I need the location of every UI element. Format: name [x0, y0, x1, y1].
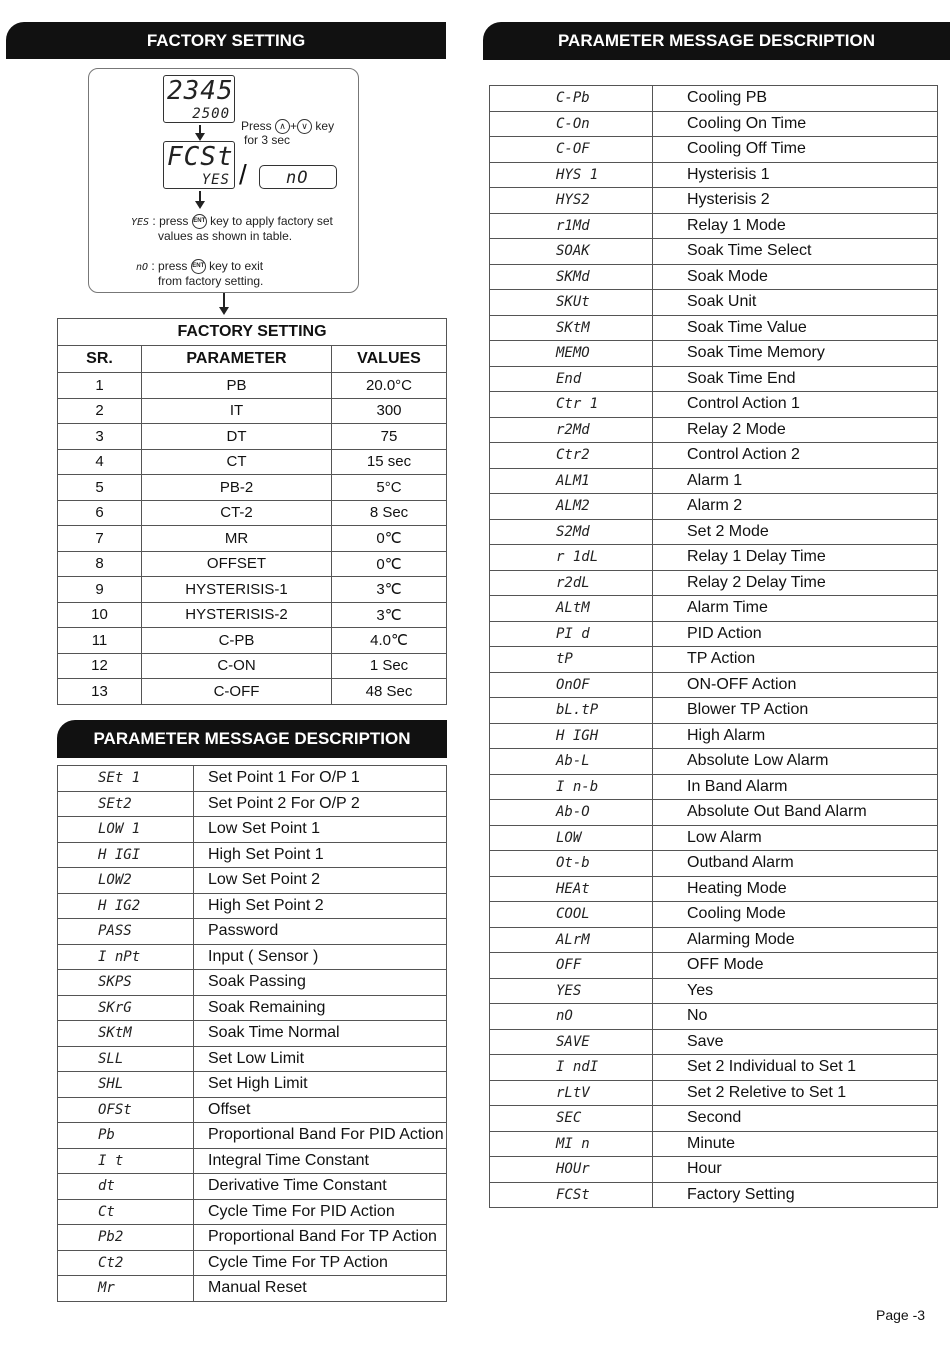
param-code: I nPt: [58, 944, 194, 970]
down-key-icon: ∨: [297, 119, 312, 134]
lcd1-top-value: 2345: [167, 76, 234, 106]
table-row: [58, 449, 447, 475]
param-description: High Set Point 2: [194, 893, 447, 919]
lcd-display-1: [163, 75, 235, 123]
table-row: [58, 373, 447, 399]
param-code: MEMO: [490, 341, 653, 367]
param-description-table-left: [57, 765, 447, 1302]
param-code: Ct2: [58, 1250, 194, 1276]
param-code: I n-b: [490, 774, 653, 800]
param-code: SOAK: [490, 239, 653, 265]
lcd3-value: nO: [286, 168, 309, 188]
table-row: [490, 570, 938, 596]
table-row: [58, 791, 447, 817]
value-cell: 4.0℃: [332, 628, 447, 654]
sr-cell: 3: [58, 424, 142, 450]
param-description: Low Set Point 2: [194, 868, 447, 894]
parameter-cell: CT: [142, 449, 332, 475]
value-cell: 0℃: [332, 551, 447, 577]
table-row: [58, 1174, 447, 1200]
table-row: [490, 1080, 938, 1106]
param-code: dt: [58, 1174, 194, 1200]
param-description: Heating Mode: [653, 876, 938, 902]
arrow-down-icon: [219, 307, 229, 315]
param-code: ALM1: [490, 468, 653, 494]
param-description: Relay 1 Mode: [653, 213, 938, 239]
param-code: tP: [490, 647, 653, 673]
table-row: [58, 1097, 447, 1123]
table-row: [490, 1157, 938, 1183]
table-row: [58, 995, 447, 1021]
param-description: Set 2 Individual to Set 1: [653, 1055, 938, 1081]
param-description: Yes: [653, 978, 938, 1004]
table-row: [490, 315, 938, 341]
table-row: [490, 596, 938, 622]
for-3-sec-label: for 3 sec: [244, 133, 291, 147]
param-description-banner-right: PARAMETER MESSAGE DESCRIPTION: [483, 22, 950, 60]
param-code: nO: [490, 1004, 653, 1030]
param-description: Relay 2 Mode: [653, 417, 938, 443]
value-cell: 300: [332, 398, 447, 424]
table-row: [58, 1123, 447, 1149]
param-code: ALrM: [490, 927, 653, 953]
param-description: Second: [653, 1106, 938, 1132]
param-description: Control Action 2: [653, 443, 938, 469]
parameter-cell: OFFSET: [142, 551, 332, 577]
param-description: PID Action: [653, 621, 938, 647]
param-description: Integral Time Constant: [194, 1148, 447, 1174]
table-row: [490, 545, 938, 571]
param-code: r2dL: [490, 570, 653, 596]
param-code: SEt 1: [58, 766, 194, 792]
factory-setting-banner: FACTORY SETTING: [6, 22, 446, 59]
up-key-icon: ∧: [275, 119, 290, 134]
yes-text-3: values as shown in table.: [158, 229, 293, 243]
param-code: Ctr 1: [490, 392, 653, 418]
table-row: [58, 1199, 447, 1225]
lcd2-bottom-value: YES: [201, 172, 230, 188]
param-description: No: [653, 1004, 938, 1030]
table-row: [58, 551, 447, 577]
param-description: Set 2 Mode: [653, 519, 938, 545]
param-description: Set 2 Reletive to Set 1: [653, 1080, 938, 1106]
param-description: Soak Unit: [653, 290, 938, 316]
param-code: I t: [58, 1148, 194, 1174]
param-code: HEAt: [490, 876, 653, 902]
table-row: [58, 817, 447, 843]
param-description: Relay 1 Delay Time: [653, 545, 938, 571]
param-description: Soak Time Select: [653, 239, 938, 265]
param-code: LOW2: [58, 868, 194, 894]
no-text-2: key to exit: [209, 259, 264, 273]
value-cell: 1 Sec: [332, 653, 447, 679]
sr-cell: 9: [58, 577, 142, 603]
table-row: [58, 653, 447, 679]
param-code: C-On: [490, 111, 653, 137]
param-description: Offset: [194, 1097, 447, 1123]
table-row: [490, 417, 938, 443]
param-code: SEC: [490, 1106, 653, 1132]
press-label: Press: [241, 119, 272, 133]
table-row: [490, 111, 938, 137]
sr-cell: 6: [58, 500, 142, 526]
page-number: Page -3: [876, 1307, 926, 1323]
table-row: [58, 1148, 447, 1174]
param-code: C-OF: [490, 137, 653, 163]
param-code: Ctr2: [490, 443, 653, 469]
param-description: Manual Reset: [194, 1276, 447, 1302]
param-code: bL.tP: [490, 698, 653, 724]
param-code: OFF: [490, 953, 653, 979]
param-code: Mr: [58, 1276, 194, 1302]
table-row: [58, 602, 447, 628]
table-row: [58, 424, 447, 450]
table-row: [58, 868, 447, 894]
param-description-banner-left: PARAMETER MESSAGE DESCRIPTION: [57, 720, 447, 758]
param-code: Pb: [58, 1123, 194, 1149]
table-row: [58, 577, 447, 603]
param-code: HYS2: [490, 188, 653, 214]
table-row: [490, 1106, 938, 1132]
param-code: SKrG: [58, 995, 194, 1021]
yes-instruction: [131, 214, 333, 230]
table-row: [490, 366, 938, 392]
table-row: [490, 137, 938, 163]
param-description: Low Alarm: [653, 825, 938, 851]
value-cell: 5°C: [332, 475, 447, 501]
table-row: [58, 475, 447, 501]
yes-code: YES: [131, 217, 150, 228]
param-code: rLtV: [490, 1080, 653, 1106]
ent-key-icon: ENT: [191, 259, 206, 274]
table-row: [58, 398, 447, 424]
param-description: Minute: [653, 1131, 938, 1157]
param-description: Low Set Point 1: [194, 817, 447, 843]
param-description: Factory Setting: [653, 1182, 938, 1208]
param-code: LOW: [490, 825, 653, 851]
table-row: [490, 1182, 938, 1208]
table-row: [58, 919, 447, 945]
table-row: [58, 1250, 447, 1276]
sr-cell: 2: [58, 398, 142, 424]
param-description: Save: [653, 1029, 938, 1055]
param-code: COOL: [490, 902, 653, 928]
sr-cell: 11: [58, 628, 142, 654]
sr-cell: 10: [58, 602, 142, 628]
table-row: [58, 766, 447, 792]
table-row: [58, 628, 447, 654]
header-values: VALUES: [332, 346, 447, 373]
param-code: r1Md: [490, 213, 653, 239]
param-description: Cooling Mode: [653, 902, 938, 928]
param-description: Soak Time End: [653, 366, 938, 392]
table-row: [490, 851, 938, 877]
param-description: Control Action 1: [653, 392, 938, 418]
arrow-down-icon: [195, 133, 205, 141]
factory-table-title: FACTORY SETTING: [58, 319, 447, 346]
param-description: Set Point 1 For O/P 1: [194, 766, 447, 792]
param-description: Password: [194, 919, 447, 945]
table-row: [490, 825, 938, 851]
table-row: [490, 264, 938, 290]
lcd-display-3: [259, 165, 337, 189]
param-description: Alarm Time: [653, 596, 938, 622]
lcd1-bottom-value: 2500: [192, 106, 230, 122]
sr-cell: 4: [58, 449, 142, 475]
value-cell: 20.0°C: [332, 373, 447, 399]
param-code: SKtM: [490, 315, 653, 341]
param-code: Ot-b: [490, 851, 653, 877]
param-code: HYS 1: [490, 162, 653, 188]
parameter-cell: MR: [142, 526, 332, 552]
table-row: [58, 679, 447, 705]
table-row: [490, 800, 938, 826]
lcd2-top-value: FCSt: [167, 142, 234, 172]
param-description: Cooling PB: [653, 86, 938, 112]
param-description: Cycle Time For PID Action: [194, 1199, 447, 1225]
value-cell: 75: [332, 424, 447, 450]
param-code: r2Md: [490, 417, 653, 443]
param-code: Ab-L: [490, 749, 653, 775]
param-code: FCSt: [490, 1182, 653, 1208]
table-row: [58, 526, 447, 552]
param-code: SKMd: [490, 264, 653, 290]
param-description: Soak Passing: [194, 970, 447, 996]
no-instruction: [136, 259, 263, 275]
lcd-display-2: [163, 141, 235, 189]
param-code: Ab-O: [490, 800, 653, 826]
parameter-cell: IT: [142, 398, 332, 424]
sr-cell: 7: [58, 526, 142, 552]
param-description: Cycle Time For TP Action: [194, 1250, 447, 1276]
table-row: [490, 162, 938, 188]
parameter-cell: PB-2: [142, 475, 332, 501]
table-row: [490, 876, 938, 902]
sr-cell: 8: [58, 551, 142, 577]
table-row: [58, 893, 447, 919]
param-code: S2Md: [490, 519, 653, 545]
param-code: SHL: [58, 1072, 194, 1098]
param-code: PASS: [58, 919, 194, 945]
table-row: [490, 341, 938, 367]
param-description: Hour: [653, 1157, 938, 1183]
param-description: Set High Limit: [194, 1072, 447, 1098]
value-cell: 8 Sec: [332, 500, 447, 526]
table-row: [490, 749, 938, 775]
param-description: Soak Remaining: [194, 995, 447, 1021]
value-cell: 48 Sec: [332, 679, 447, 705]
param-description: Soak Mode: [653, 264, 938, 290]
param-description: Input ( Sensor ): [194, 944, 447, 970]
param-description: Set Low Limit: [194, 1046, 447, 1072]
param-code: OFSt: [58, 1097, 194, 1123]
no-text-1: : press: [151, 259, 188, 273]
table-row: [490, 468, 938, 494]
parameter-cell: C-PB: [142, 628, 332, 654]
param-description: Alarming Mode: [653, 927, 938, 953]
table-row: [58, 1225, 447, 1251]
value-cell: 3℃: [332, 602, 447, 628]
table-row: [490, 774, 938, 800]
param-code: H IGI: [58, 842, 194, 868]
table-row: [490, 213, 938, 239]
param-description: Absolute Out Band Alarm: [653, 800, 938, 826]
table-row: [58, 1021, 447, 1047]
factory-setting-diagram: [88, 68, 359, 293]
param-description: Soak Time Memory: [653, 341, 938, 367]
parameter-cell: DT: [142, 424, 332, 450]
param-code: Pb2: [58, 1225, 194, 1251]
param-code: ALM2: [490, 494, 653, 520]
param-code: MI n: [490, 1131, 653, 1157]
param-code: PI d: [490, 621, 653, 647]
value-cell: 0℃: [332, 526, 447, 552]
param-description: Cooling Off Time: [653, 137, 938, 163]
parameter-cell: C-OFF: [142, 679, 332, 705]
ent-key-icon: ENT: [192, 214, 207, 229]
param-description: Alarm 2: [653, 494, 938, 520]
param-description: TP Action: [653, 647, 938, 673]
param-code: OnOF: [490, 672, 653, 698]
param-description: Blower TP Action: [653, 698, 938, 724]
param-description: Absolute Low Alarm: [653, 749, 938, 775]
table-row: [490, 392, 938, 418]
table-row: [490, 494, 938, 520]
param-code: ALtM: [490, 596, 653, 622]
param-description: Outband Alarm: [653, 851, 938, 877]
table-row: [490, 1029, 938, 1055]
parameter-cell: C-ON: [142, 653, 332, 679]
param-code: r 1dL: [490, 545, 653, 571]
table-row: [490, 86, 938, 112]
header-sr: SR.: [58, 346, 142, 373]
table-row: [490, 188, 938, 214]
param-code: H IG2: [58, 893, 194, 919]
param-description: In Band Alarm: [653, 774, 938, 800]
sr-cell: 1: [58, 373, 142, 399]
table-row: [490, 647, 938, 673]
param-code: C-Pb: [490, 86, 653, 112]
header-parameter: PARAMETER: [142, 346, 332, 373]
table-row: [58, 944, 447, 970]
table-row: [490, 519, 938, 545]
table-row: [58, 500, 447, 526]
key-label: key: [315, 119, 335, 133]
parameter-cell: HYSTERISIS-2: [142, 602, 332, 628]
param-description: Cooling On Time: [653, 111, 938, 137]
table-row: [490, 927, 938, 953]
value-cell: 15 sec: [332, 449, 447, 475]
table-row: [58, 1046, 447, 1072]
table-row: [490, 239, 938, 265]
yes-text-1: : press: [152, 214, 189, 228]
table-row: [490, 1055, 938, 1081]
table-row: [58, 970, 447, 996]
plus-label: +: [290, 119, 298, 133]
param-code: End: [490, 366, 653, 392]
table-row: [490, 723, 938, 749]
param-description: OFF Mode: [653, 953, 938, 979]
param-description: Set Point 2 For O/P 2: [194, 791, 447, 817]
table-row: [490, 698, 938, 724]
table-row: [490, 1004, 938, 1030]
param-code: SLL: [58, 1046, 194, 1072]
param-description: Proportional Band For PID Action: [194, 1123, 447, 1149]
param-code: H IGH: [490, 723, 653, 749]
parameter-cell: PB: [142, 373, 332, 399]
param-code: SEt2: [58, 791, 194, 817]
param-description: Hysterisis 2: [653, 188, 938, 214]
param-code: SKtM: [58, 1021, 194, 1047]
param-code: SKUt: [490, 290, 653, 316]
table-row: [490, 443, 938, 469]
no-text-3: from factory setting.: [158, 274, 264, 288]
table-row: [58, 842, 447, 868]
table-row: [490, 290, 938, 316]
param-description: Soak Time Value: [653, 315, 938, 341]
param-code: I ndI: [490, 1055, 653, 1081]
param-code: Ct: [58, 1199, 194, 1225]
parameter-cell: CT-2: [142, 500, 332, 526]
param-code: YES: [490, 978, 653, 1004]
param-description: Derivative Time Constant: [194, 1174, 447, 1200]
table-row: [490, 672, 938, 698]
table-row: [490, 953, 938, 979]
table-row: [58, 1276, 447, 1302]
param-description: High Set Point 1: [194, 842, 447, 868]
no-code: nO: [136, 262, 149, 273]
param-code: SAVE: [490, 1029, 653, 1055]
param-description: Soak Time Normal: [194, 1021, 447, 1047]
param-code: SKPS: [58, 970, 194, 996]
param-description: Relay 2 Delay Time: [653, 570, 938, 596]
param-description: ON-OFF Action: [653, 672, 938, 698]
table-row: [490, 978, 938, 1004]
yes-text-2: key to apply factory set: [210, 214, 333, 228]
table-row: [58, 1072, 447, 1098]
param-description: Hysterisis 1: [653, 162, 938, 188]
sr-cell: 13: [58, 679, 142, 705]
table-row: [490, 1131, 938, 1157]
table-row: [490, 902, 938, 928]
param-description: High Alarm: [653, 723, 938, 749]
slash-separator: /: [239, 159, 247, 190]
param-code: HOUr: [490, 1157, 653, 1183]
param-code: LOW 1: [58, 817, 194, 843]
param-description: Proportional Band For TP Action: [194, 1225, 447, 1251]
parameter-cell: HYSTERISIS-1: [142, 577, 332, 603]
arrow-down-icon: [195, 201, 205, 209]
table-row: [490, 621, 938, 647]
factory-setting-table: [57, 318, 447, 705]
param-description-table-right: [489, 85, 938, 1208]
sr-cell: 5: [58, 475, 142, 501]
sr-cell: 12: [58, 653, 142, 679]
param-description: Alarm 1: [653, 468, 938, 494]
value-cell: 3℃: [332, 577, 447, 603]
